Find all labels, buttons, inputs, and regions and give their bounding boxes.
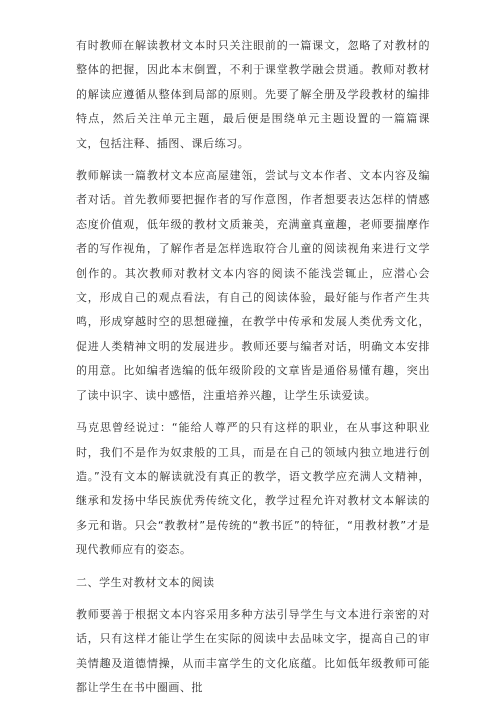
paragraph-3: 马克思曾经说过：“能给人尊严的只有这样的职业，在从事这种职业时，我们不是作为奴隶般的工具，而是在自己的领域内独立地进行创造。”没有文本的解读就没有真正的教学，语文教学应充满人文精神，继承和发扬中华民族优秀传统文化，教学过程允许对教材文本解读的多元和谐。只会“教教材”是传统的“教书匠”的特征，“用教材教”才是现代教师应有的姿态。: [76, 421, 430, 557]
paragraph-1: 有时教师在解读教材文本时只关注眼前的一篇课文，忽略了对教材的整体的把握，因此本末倒置，不利于课堂教学融会贯通。教师对教材的解读应遵循从整体到局部的原则。先要了解全册及学段教材的编排特点，然后关注单元主题，最后便是围绕单元主题设置的一篇篇课文，包括注释、插图、课后练习。: [76, 39, 430, 150]
document-page: [76, 34, 430, 701]
paragraph-2: 教师解读一篇教材文本应高屋建瓴，尝试与文本作者、文本内容及编者对话。首先教师要把握作者的写作意图，作者想要表达怎样的情感态度价值观，低年级的教材文质兼美，充满童真童趣，老师要揣摩作者的写作视角，了解作者是怎样选取符合儿童的阅读视角来进行文学创作的。其次教师对教材文本内容的阅读不能浅尝辄止，应潜心会文，形成自己的观点看法，有自己的阅读体验，最好能与作者产生共鸣，形成穿越时空的思想碰撞，在教学中传承和发展人类优秀文化，促进人类精神文明的发展进步。教师还要与编者对话，明确文本安排的用意。比如编者选编的低年级阶段的文章皆是通俗易懂有趣，突出了读中识字、读中感悟，注重培养兴趣，让学生乐读爱读。: [76, 169, 430, 402]
section-heading: 二、学生对教材文本的阅读: [76, 575, 215, 589]
paragraph-4: 教师要善于根据文本内容采用多种方法引导学生与文本进行亲密的对话，只有这样才能让学生在实际的阅读中去品味文字，提高自己的审美情趣及道德情操，从而丰富学生的文化底蕴。比如低年级教师可能都让学生在书中圈画、批: [76, 607, 430, 695]
